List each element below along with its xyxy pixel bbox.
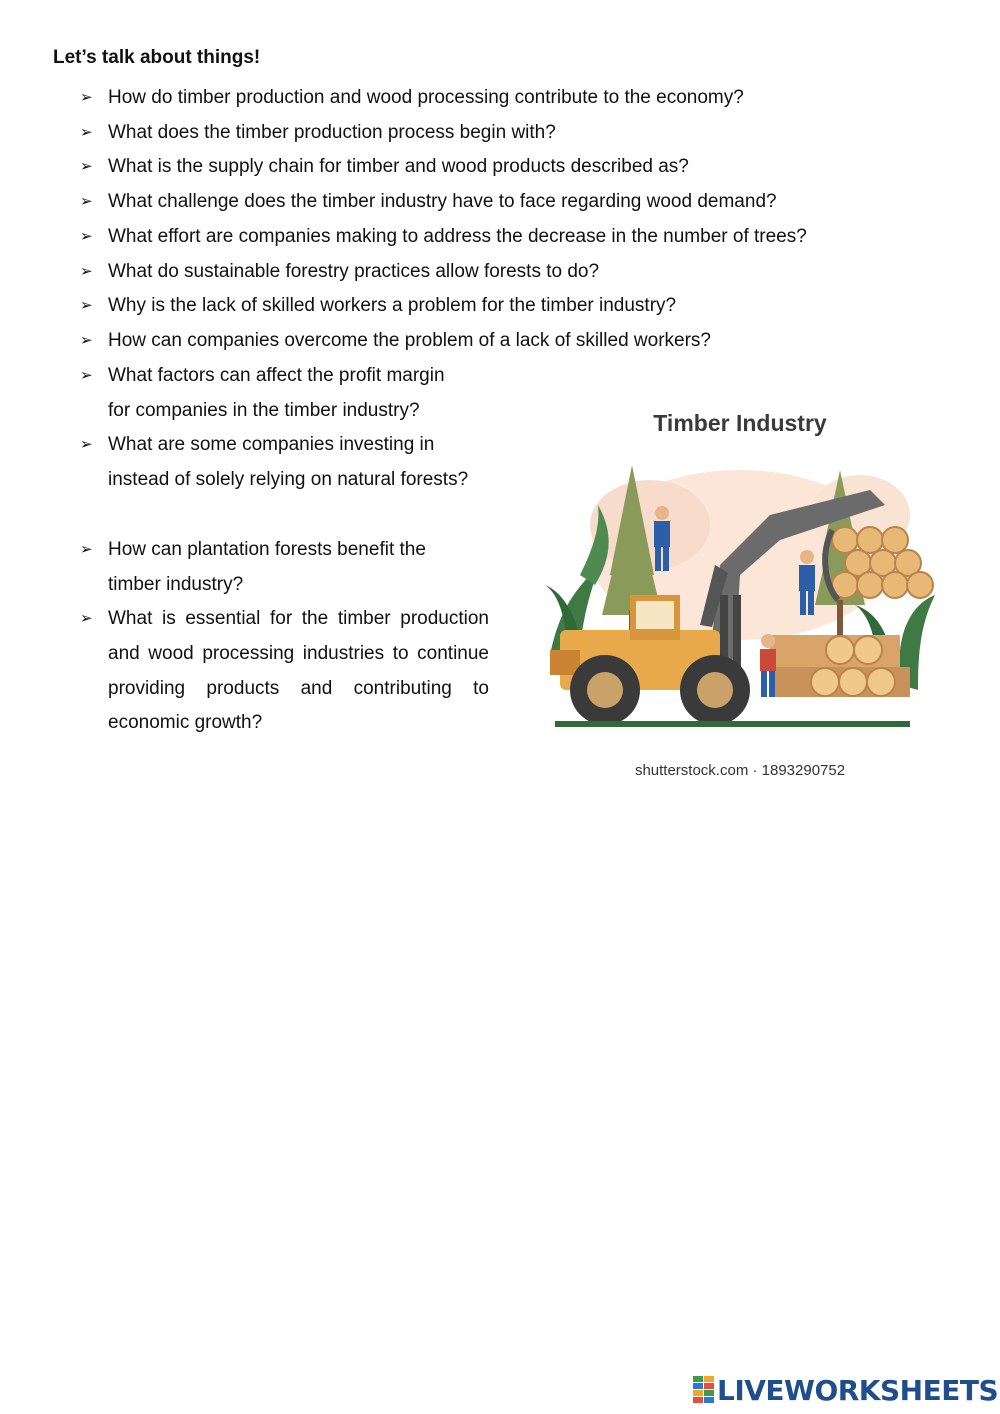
arrow-bullet-icon: ➢ <box>80 193 93 210</box>
question-item <box>80 116 556 151</box>
question-text: How can plantation forests benefit the timber industry? <box>108 539 426 595</box>
question-text: What is essential for the timber production and wood processing industries to continue providing products and contributing to economic growth? <box>108 608 489 734</box>
question-text: What effort are companies making to address the decrease in the number of trees? <box>108 226 807 247</box>
question-item <box>80 428 470 498</box>
question-item <box>80 359 470 429</box>
question-text: What challenge does the timber industry have to face regarding wood demand? <box>108 191 777 212</box>
arrow-bullet-icon: ➢ <box>80 124 93 141</box>
question-text: What are some companies investing in instead of solely relying on natural forests? <box>108 434 469 490</box>
arrow-bullet-icon: ➢ <box>80 436 93 453</box>
question-item <box>80 289 676 324</box>
question-item <box>80 81 744 116</box>
question-item <box>80 255 599 290</box>
arrow-bullet-icon: ➢ <box>80 89 93 106</box>
question-text: What do sustainable forestry practices allow forests to do? <box>108 261 600 282</box>
question-text: What is the supply chain for timber and wood products described as? <box>108 156 689 177</box>
question-text: How do timber production and wood processing contribute to the economy? <box>108 87 744 108</box>
question-text: How can companies overcome the problem of a lack of skilled workers? <box>108 330 711 351</box>
logo-text: LIVEWORKSHEETS <box>717 1373 999 1407</box>
question-item <box>80 602 489 741</box>
arrow-bullet-icon: ➢ <box>80 297 93 314</box>
illustration-title: Timber Industry <box>653 410 827 436</box>
arrow-bullet-icon: ➢ <box>80 367 93 384</box>
arrow-bullet-icon: ➢ <box>80 263 93 280</box>
arrow-bullet-icon: ➢ <box>80 541 93 558</box>
question-item <box>80 150 689 185</box>
timber-industry-illustration <box>540 400 940 790</box>
arrow-bullet-icon: ➢ <box>80 332 93 349</box>
question-item <box>80 185 777 220</box>
liveworksheets-logo <box>693 1372 998 1408</box>
arrow-bullet-icon: ➢ <box>80 610 93 627</box>
liveworksheets-logo-icon <box>693 1376 715 1404</box>
arrow-bullet-icon: ➢ <box>80 228 93 245</box>
question-item <box>80 220 807 255</box>
question-text: What factors can affect the profit margin for companies in the timber industry? <box>108 365 445 421</box>
question-text: What does the timber production process begin with? <box>108 122 556 143</box>
image-credit: shutterstock.com · 1893290752 <box>634 762 846 779</box>
question-item <box>80 324 711 359</box>
logging-scene-illustration <box>540 445 940 745</box>
arrow-bullet-icon: ➢ <box>80 158 93 175</box>
question-text: Why is the lack of skilled workers a problem for the timber industry? <box>108 295 677 316</box>
page-title: Let’s talk about things! <box>53 47 261 68</box>
question-item <box>80 533 470 603</box>
